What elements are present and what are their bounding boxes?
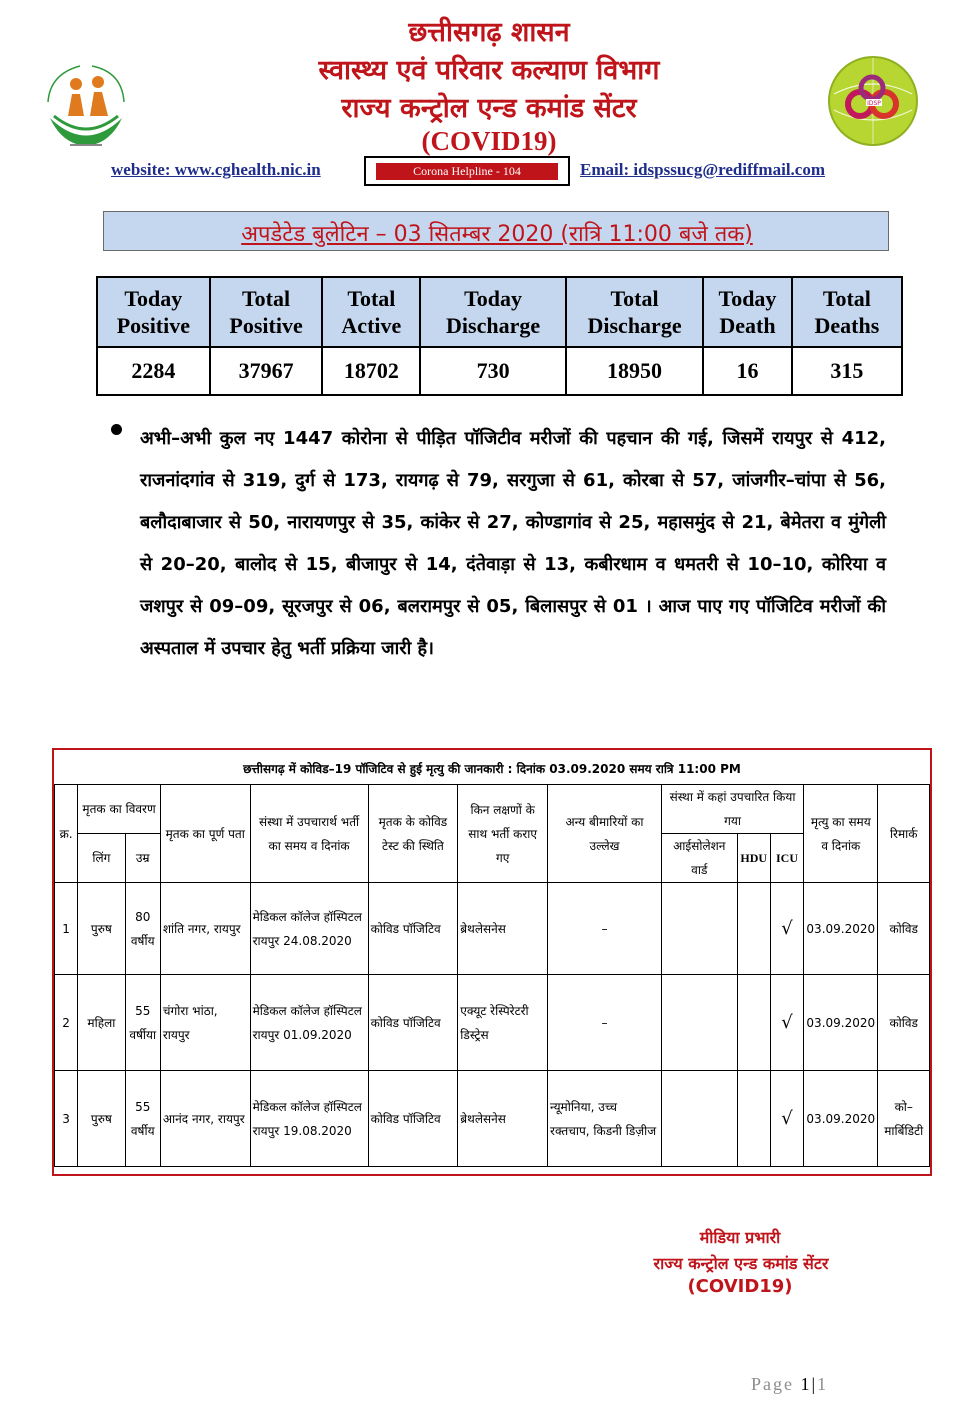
col-remark: रिमार्क bbox=[878, 785, 930, 883]
row-address: शांति नगर, रायपुर bbox=[160, 883, 250, 975]
col-address: मृतक का पूर्ण पता bbox=[160, 785, 250, 883]
deaths-header-row bbox=[55, 785, 930, 834]
table-row bbox=[55, 975, 930, 1071]
row-address: आनंद नगर, रायपुर bbox=[160, 1071, 250, 1167]
row-age: 55 वर्षीया bbox=[125, 975, 160, 1071]
stat-header-today-positive: Today Positive bbox=[97, 277, 210, 347]
col-sno: क्र. bbox=[55, 785, 78, 883]
row-comorbidities: न्यूमोनिया, उच्च रक्तचाप, किडनी डिज़ीज bbox=[548, 1071, 662, 1167]
stats-table bbox=[96, 276, 903, 396]
stat-value-total-discharge: 18950 bbox=[566, 347, 703, 395]
col-comorbidities: अन्य बीमारियों का उल्लेख bbox=[548, 785, 662, 883]
stat-header-today-discharge: Today Discharge bbox=[420, 277, 566, 347]
row-gender: पुरुष bbox=[78, 883, 125, 975]
row-isolation bbox=[661, 1071, 737, 1167]
header-covid-title: (COVID19) bbox=[421, 126, 557, 156]
row-remark: को–मार्बिडिटी bbox=[878, 1071, 930, 1167]
row-isolation bbox=[661, 975, 737, 1071]
row-age: 55 वर्षीय bbox=[125, 1071, 160, 1167]
signature-center: राज्य कन्ट्रोल एन्ड कमांड सेंटर bbox=[653, 1254, 829, 1273]
row-death-time: 03.09.2020 bbox=[804, 1071, 878, 1167]
table-row bbox=[55, 883, 930, 975]
row-test-status: कोविड पॉजिटिव bbox=[368, 1071, 458, 1167]
stat-header-today-death: Today Death bbox=[703, 277, 792, 347]
helpline-label: Corona Helpline - 104 bbox=[376, 163, 558, 180]
stat-value-total-positive: 37967 bbox=[210, 347, 323, 395]
row-hdu bbox=[737, 975, 770, 1071]
col-admission: संस्था में उपचारार्थ भर्ती का समय व दिनांक bbox=[250, 785, 368, 883]
stats-values-row bbox=[97, 347, 902, 395]
website-link[interactable]: website: www.cghealth.nic.in bbox=[111, 160, 321, 179]
row-gender: महिला bbox=[78, 975, 125, 1071]
page-current: 1 bbox=[800, 1374, 812, 1394]
row-gender: पुरुष bbox=[78, 1071, 125, 1167]
deaths-section bbox=[52, 748, 932, 1176]
page-total: 1 bbox=[817, 1374, 829, 1394]
col-hdu: HDU bbox=[737, 834, 770, 883]
stat-value-today-death: 16 bbox=[703, 347, 792, 395]
col-icu: ICU bbox=[770, 834, 803, 883]
row-death-time: 03.09.2020 bbox=[804, 975, 878, 1071]
table-row bbox=[55, 1071, 930, 1167]
bulletin-title: अपडेटेड बुलेटिन – 03 सितम्बर 2020 (रात्रि 11:00 बजे तक) bbox=[241, 222, 753, 247]
deaths-table bbox=[54, 784, 930, 1167]
deaths-title: छत्तीसगढ़ में कोविड–19 पॉजिटिव से हुई मृत्यु की जानकारी : दिनांक 03.09.2020 समय रात्रि 11:00 PM bbox=[243, 762, 741, 776]
row-icu-check: √ bbox=[770, 883, 803, 975]
row-hdu bbox=[737, 1071, 770, 1167]
signature-covid: (COVID19) bbox=[687, 1276, 793, 1297]
col-test-status: मृतक के कोविड टेस्ट की स्थिति bbox=[368, 785, 458, 883]
row-admission: मेडिकल कॉलेज हॉस्पिटल रायपुर 24.08.2020 bbox=[250, 883, 368, 975]
col-symptoms: किन लक्षणों के साथ भर्ती कराए गए bbox=[458, 785, 548, 883]
col-age: उम्र bbox=[125, 834, 160, 883]
row-icu-check: √ bbox=[770, 975, 803, 1071]
signature-title: मीडिया प्रभारी bbox=[699, 1228, 781, 1247]
health-dept-logo-icon bbox=[40, 58, 132, 150]
contact-row bbox=[0, 160, 978, 190]
stat-header-total-deaths: Total Deaths bbox=[792, 277, 902, 347]
header-department-title: स्वास्थ्य एवं परिवार कल्याण विभाग bbox=[318, 55, 660, 86]
row-symptoms: एक्यूट रेस्पिरेटरी डिस्ट्रेस bbox=[458, 975, 548, 1071]
row-comorbidities: – bbox=[548, 883, 662, 975]
row-hdu bbox=[737, 883, 770, 975]
stats-header-row bbox=[97, 277, 902, 347]
header-center-title: राज्य कन्ट्रोल एन्ड कमांड सेंटर bbox=[341, 93, 637, 124]
district-cases-paragraph: अभी–अभी कुल नए 1447 कोरोना से पीड़ित पॉजिटीव मरीजों की पहचान की गई, जिसमें रायपुर से 412, राजनांदगांव से 319, दुर्ग से 173, रायगढ़ से 79, सरगुजा से 61, कोरबा से 57, जांजगीर–चांपा से 56, बलौदाबाजार से 50, नारायणपुर से 35, कांकेर से 27, कोण्डागांव से 25, महासमुंद से 21, बेमेतरा व मुंगेली से 20–20, बालोद से 15, बीजापुर से 14, दंतेवाड़ा से 13, कबीरधाम व धमतरी से 10–10, कोरिया व जशपुर से 09–09, सूरजपुर से 06, बलरामपुर से 05, बिलासपुर से 01 । आज पाए गए पॉजिटिव मरीजों की अस्पताल में उपचार हेतु भर्ती प्रक्रिया जारी है। bbox=[140, 428, 886, 659]
stat-value-today-positive: 2284 bbox=[97, 347, 210, 395]
row-sno: 2 bbox=[55, 975, 78, 1071]
row-symptoms: ब्रेथलेसनेस bbox=[458, 1071, 548, 1167]
page-label: Page bbox=[751, 1374, 794, 1394]
row-test-status: कोविड पॉजिटिव bbox=[368, 883, 458, 975]
row-isolation bbox=[661, 883, 737, 975]
row-death-time: 03.09.2020 bbox=[804, 883, 878, 975]
row-sno: 3 bbox=[55, 1071, 78, 1167]
row-admission: मेडिकल कॉलेज हॉस्पिटल रायपुर 19.08.2020 bbox=[250, 1071, 368, 1167]
col-deceased: मृतक का विवरण bbox=[78, 785, 161, 834]
row-age: 80 वर्षीय bbox=[125, 883, 160, 975]
stat-value-today-discharge: 730 bbox=[420, 347, 566, 395]
email-link[interactable]: Email: idspssucg@rediffmail.com bbox=[580, 160, 825, 179]
svg-text:IDSP: IDSP bbox=[867, 100, 881, 107]
col-isolation: आईसोलेशन वार्ड bbox=[661, 834, 737, 883]
col-treated-where: संस्था में कहां उपचारित किया गया bbox=[661, 785, 803, 834]
stat-value-total-active: 18702 bbox=[322, 347, 420, 395]
idsp-logo-icon bbox=[826, 54, 920, 148]
header-govt-title: छत्तीसगढ़ शासन bbox=[408, 17, 570, 48]
stat-value-total-deaths: 315 bbox=[792, 347, 902, 395]
bulletin-banner bbox=[103, 211, 889, 251]
row-comorbidities: – bbox=[548, 975, 662, 1071]
page-number: Page 1|1 bbox=[751, 1374, 829, 1394]
row-symptoms: ब्रेथलेसनेस bbox=[458, 883, 548, 975]
stat-header-total-active: Total Active bbox=[322, 277, 420, 347]
stat-header-total-discharge: Total Discharge bbox=[566, 277, 703, 347]
row-remark: कोविड bbox=[878, 975, 930, 1071]
row-sno: 1 bbox=[55, 883, 78, 975]
row-icu-check: √ bbox=[770, 1071, 803, 1167]
row-remark: कोविड bbox=[878, 883, 930, 975]
stat-header-total-positive: Total Positive bbox=[210, 277, 323, 347]
col-gender: लिंग bbox=[78, 834, 125, 883]
row-test-status: कोविड पॉजिटिव bbox=[368, 975, 458, 1071]
helpline-box bbox=[364, 156, 570, 186]
col-death-time: मृत्यु का समय व दिनांक bbox=[804, 785, 878, 883]
row-admission: मेडिकल कॉलेज हॉस्पिटल रायपुर 01.09.2020 bbox=[250, 975, 368, 1071]
row-address: चंगोरा भांठा, रायपुर bbox=[160, 975, 250, 1071]
bullet-icon bbox=[111, 424, 122, 435]
